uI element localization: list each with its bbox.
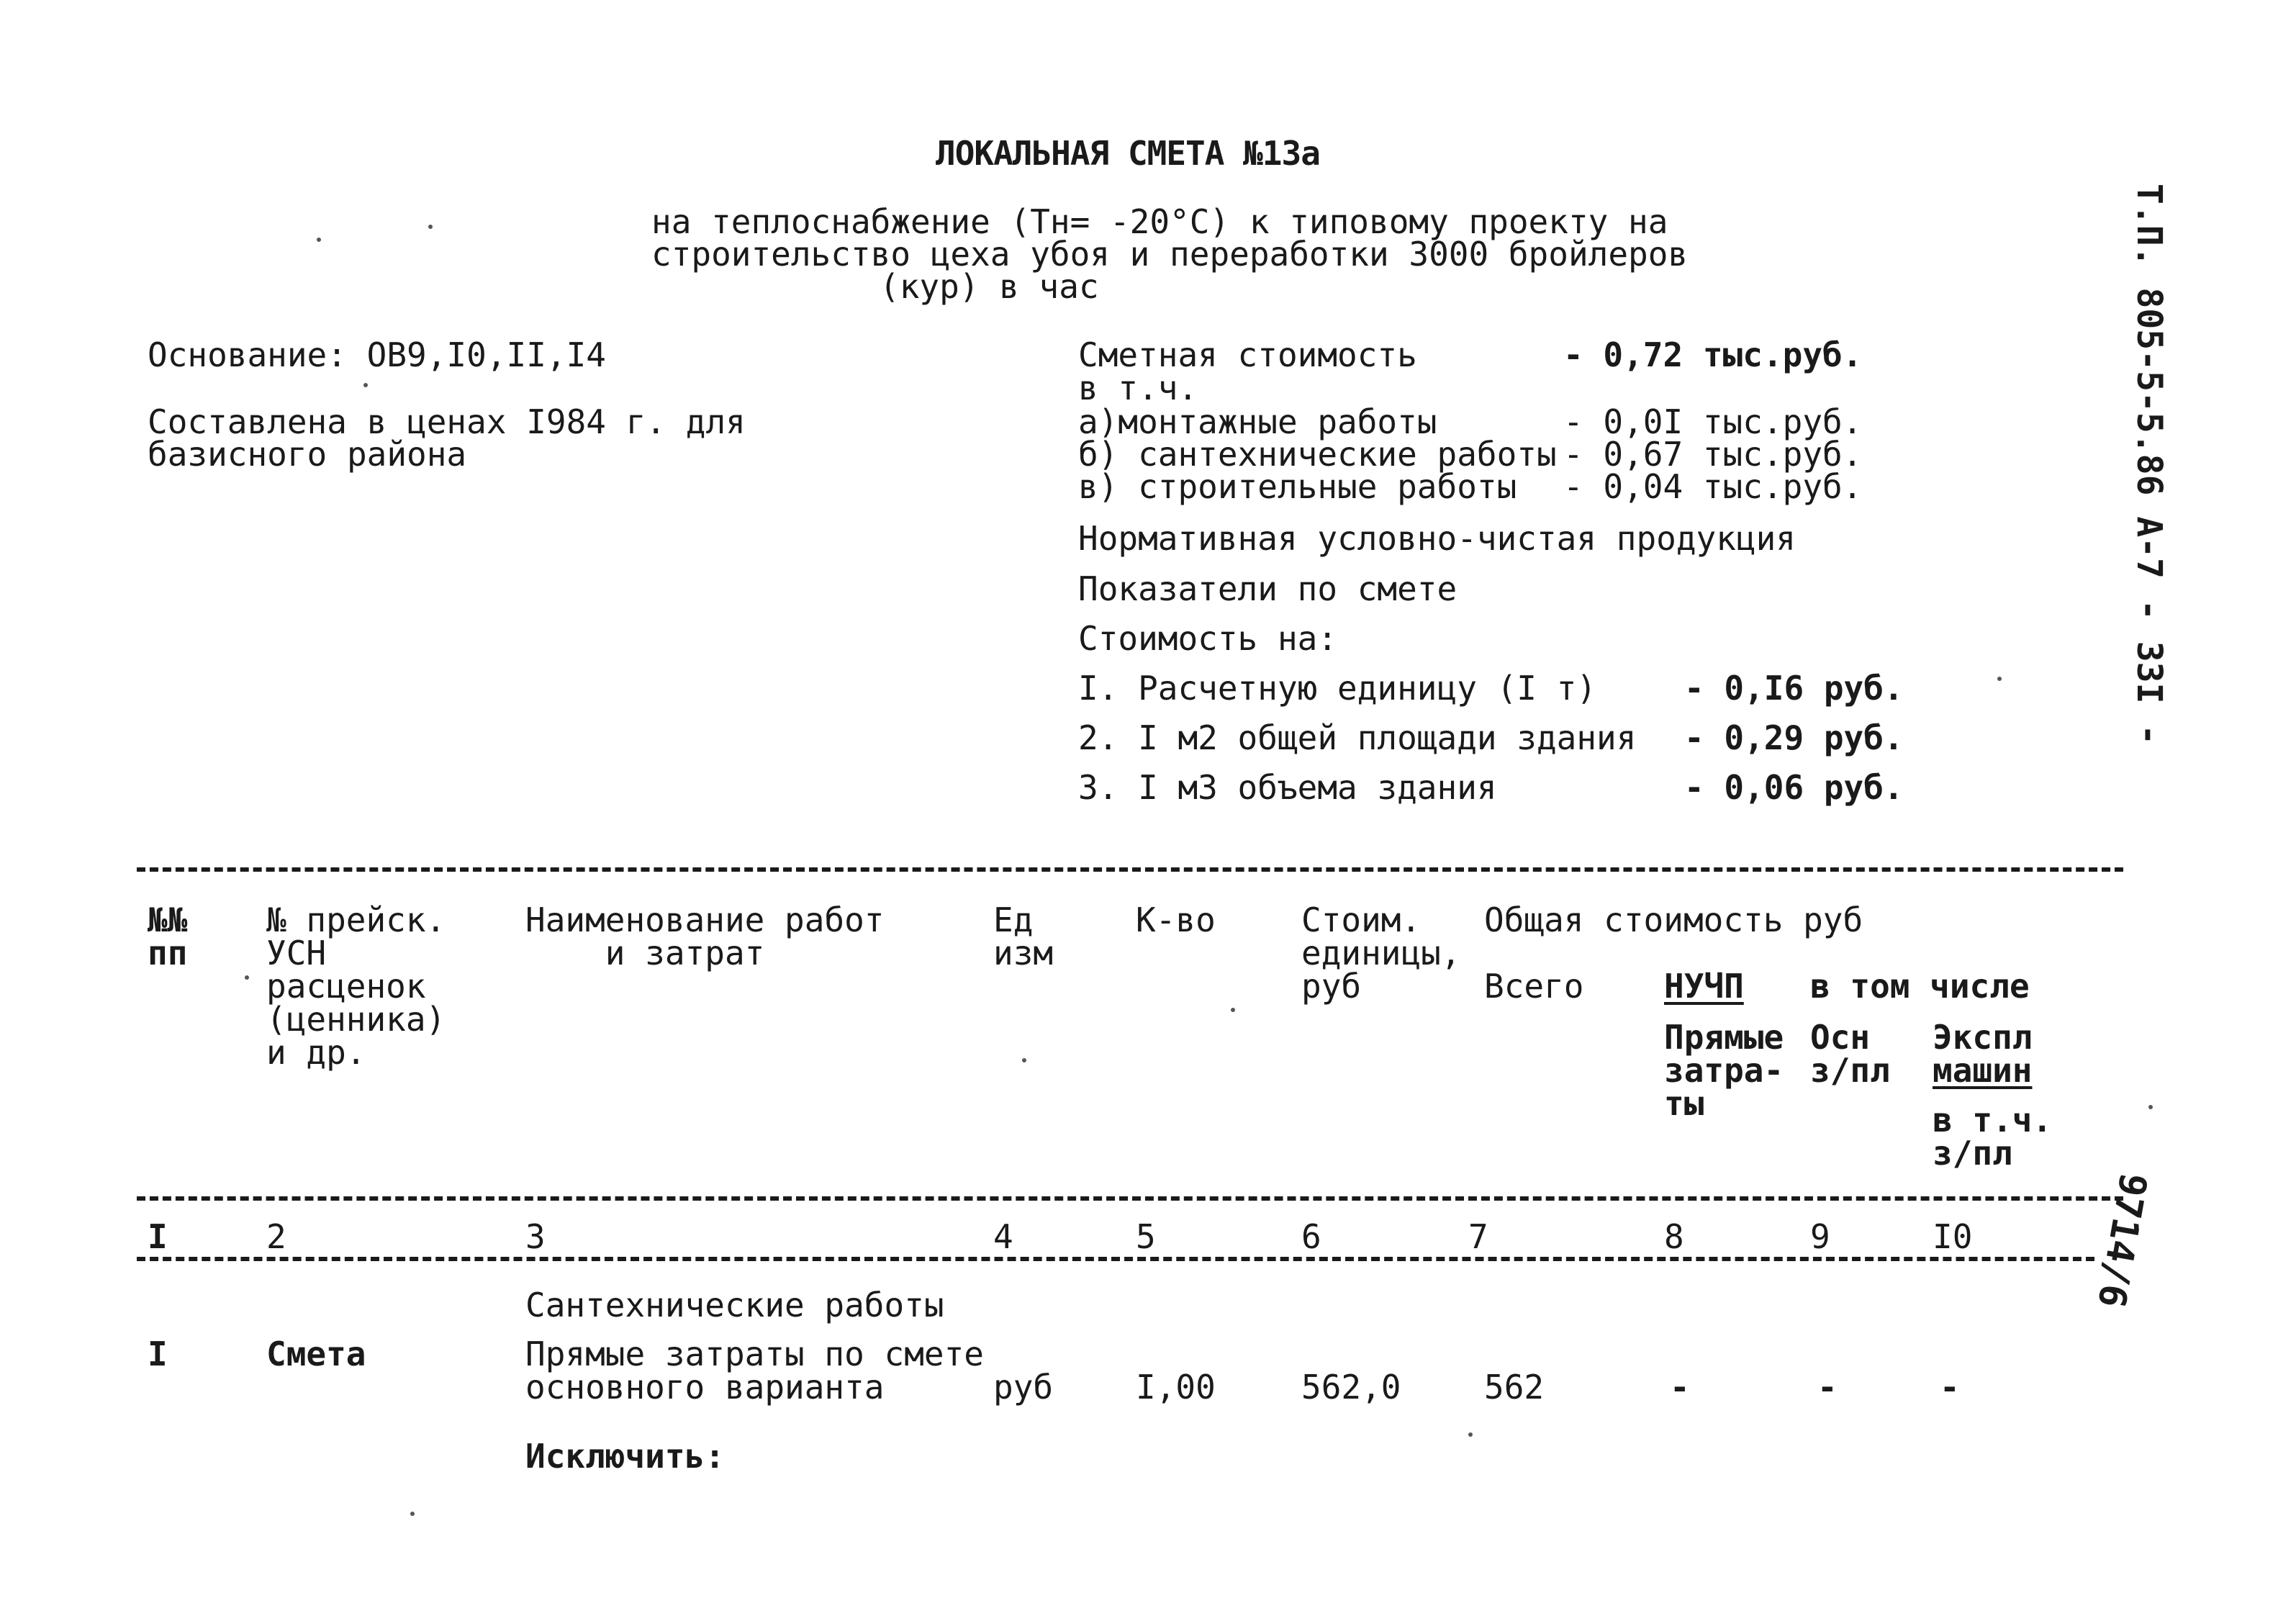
column-number: I0 [1933,1217,1973,1256]
row-total: 562 [1484,1368,1545,1407]
row-col-10: - [1940,1368,1960,1407]
side-code: 9714/6 [2089,1170,2155,1311]
header-nuchp: НУЧП [1664,967,1744,1006]
section-title: Сантехнические работы [525,1286,944,1324]
scan-speck [245,975,249,980]
header-osn: Осн з/пл [1810,1018,1890,1090]
cost-item-label: б) сантехнические работы [1078,435,1557,474]
header-col-2: № прейск. УСН расценок (ценника) и др. [266,900,446,1072]
unit-cost-value: - 0,06 руб. [1684,768,1904,807]
column-number: 4 [993,1217,1013,1256]
prices-line-2: базисного района [148,435,467,474]
row-qty: I,00 [1136,1368,1216,1407]
row-ref: Смета [266,1335,366,1373]
header-v-tom-chisle: в том числе [1810,967,2030,1006]
column-number: 8 [1664,1217,1684,1256]
cost-item-label: а)монтажные работы [1078,402,1437,441]
header-pryamye: Прямые затра- ты [1664,1018,1784,1123]
cost-on-label: Стоимость на: [1078,619,1338,658]
estimated-cost-label: Сметная стоимость [1078,335,1417,374]
side-label: Т.П. 805-5-5.86 А-7 - 33I - [2129,184,2169,746]
row-num: I [148,1335,168,1373]
scan-speck [1468,1432,1473,1437]
row-name-line-1: Прямые затраты по смете [525,1335,984,1373]
column-number: 6 [1301,1217,1321,1256]
header-col-5: К-во [1136,900,1216,939]
header-total-cost: Общая стоимость руб [1484,900,1863,939]
prices-line-1: Составлена в ценах I984 г. для [148,402,746,441]
header-col-4: Ед изм [993,900,1054,972]
table-top-rule [137,867,2123,872]
header-mashin: машин [1933,1051,2033,1090]
row-col-8: - [1670,1368,1690,1407]
cost-item-value: - 0,04 тыс.руб. [1563,467,1863,506]
scan-speck [1997,677,2002,681]
header-ekspl: Экспл [1933,1018,2033,1057]
exclude-label: Исключить: [525,1437,725,1476]
column-number: I [148,1217,168,1256]
scan-speck [1022,1058,1026,1062]
cost-item-value: - 0,0I тыс.руб. [1563,402,1863,441]
subtitle-line-2: строительство цеха убоя и переработки 3000 бройлеров [651,235,1689,274]
column-number: 5 [1136,1217,1156,1256]
normative-label: Нормативная условно-чистая продукция [1078,519,1796,558]
unit-cost-label: 3. I м3 объема здания [1078,768,1497,807]
cost-item-label: в) строительные работы [1078,467,1517,506]
unit-cost-label: I. Расчетную единицу (I т) [1078,669,1597,708]
row-unit: руб [993,1368,1054,1407]
header-col-3: Наименование работ и затрат [525,900,885,972]
column-number: 3 [525,1217,546,1256]
document-title: ЛОКАЛЬНАЯ СМЕТА №13а [936,134,1320,173]
indicators-label: Показатели по смете [1078,569,1457,608]
subtitle-line-3: (кур) в час [880,267,1099,306]
unit-cost-value: - 0,I6 руб. [1684,669,1904,708]
header-vtch: в т.ч. з/пл [1933,1101,2053,1173]
column-number: 9 [1810,1217,1830,1256]
scan-speck [1231,1008,1235,1012]
header-col-1: №№ пп [148,900,188,972]
basis-line: Основание: ОВ9,I0,II,I4 [148,335,606,374]
row-col-9: - [1817,1368,1838,1407]
scan-speck [410,1512,415,1516]
column-number: 2 [266,1217,286,1256]
unit-cost-label: 2. I м2 общей площади здания [1078,718,1637,757]
estimated-cost-value: - 0,72 тыс.руб. [1563,335,1863,374]
scan-speck [428,225,433,229]
scan-speck [317,238,321,242]
incl-label: в т.ч. [1078,369,1198,407]
row-unit-cost: 562,0 [1301,1368,1401,1407]
subtitle-line-1: на теплоснабжение (Тн= -20°С) к типовому проекту на [651,202,1668,241]
cost-item-value: - 0,67 тыс.руб. [1563,435,1863,474]
header-vsego: Всего [1484,967,1584,1006]
scan-speck [363,383,368,387]
unit-cost-value: - 0,29 руб. [1684,718,1904,757]
column-number: 7 [1468,1217,1488,1256]
row-name-line-2: основного варианта [525,1368,885,1407]
scan-speck [2148,1105,2153,1109]
table-mid-rule [137,1196,2123,1201]
column-numbers-rule [137,1257,2094,1261]
header-col-6: Стоим. единицы, руб [1301,900,1461,1006]
